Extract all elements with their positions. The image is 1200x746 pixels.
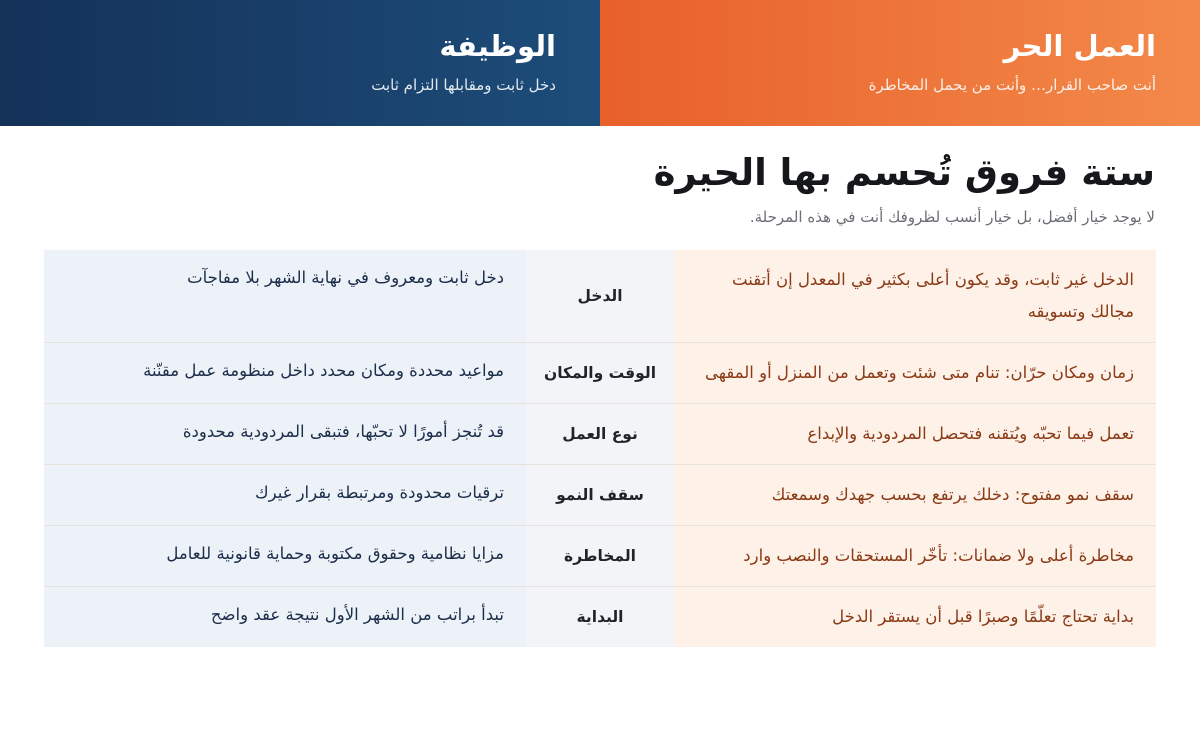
freelance-cell: الدخل غير ثابت، وقد يكون أعلى بكثير في المعدل إن أتقنت مجالك وتسويقه [674, 250, 1156, 342]
freelance-cell: تعمل فيما تحبّه ويُتقنه فتحصل المردودية والإبداع [674, 404, 1156, 464]
job-cell: قد تُنجز أمورًا لا تحبّها، فتبقى المردودية محدودة [44, 404, 526, 464]
table-row [44, 465, 1156, 526]
page-subtitle: لا يوجد خيار أفضل، بل خيار أنسب لظروفك أنت في هذه المرحلة. [749, 208, 1155, 226]
job-header-panel [0, 0, 600, 126]
freelance-cell: سقف نمو مفتوح: دخلك يرتفع بحسب جهدك وسمعتك [674, 465, 1156, 525]
freelance-title: العمل الحر [1003, 29, 1156, 63]
freelance-cell: زمان ومكان حرّان: تنام متى شئت وتعمل من المنزل أو المقهى [674, 343, 1156, 403]
job-cell: دخل ثابت ومعروف في نهاية الشهر بلا مفاجآت [44, 250, 526, 342]
row-label: البداية [526, 587, 674, 647]
freelance-cell: مخاطرة أعلى ولا ضمانات: تأخّر المستحقات والنصب وارد [674, 526, 1156, 586]
table-row [44, 587, 1156, 647]
freelance-subtitle: أنت صاحب القرار… وأنت من يحمل المخاطرة [868, 76, 1156, 94]
comparison-header [0, 0, 1200, 126]
job-cell: مواعيد محددة ومكان محدد داخل منظومة عمل مقنّنة [44, 343, 526, 403]
row-label: المخاطرة [526, 526, 674, 586]
job-title: الوظيفة [439, 29, 556, 63]
table-row [44, 526, 1156, 587]
row-label: نوع العمل [526, 404, 674, 464]
table-row [44, 404, 1156, 465]
row-label: الدخل [526, 250, 674, 342]
row-label: الوقت والمكان [526, 343, 674, 403]
row-label: سقف النمو [526, 465, 674, 525]
page-title: ستة فروق تُحسم بها الحيرة [653, 151, 1155, 194]
intro-section [0, 126, 1200, 250]
table-row [44, 250, 1156, 343]
job-subtitle: دخل ثابت ومقابلها التزام ثابت [371, 76, 556, 94]
job-cell: تبدأ براتب من الشهر الأول نتيجة عقد واضح [44, 587, 526, 647]
job-cell: ترقيات محدودة ومرتبطة بقرار غيرك [44, 465, 526, 525]
table-row [44, 343, 1156, 404]
freelance-cell: بداية تحتاج تعلّمًا وصبرًا قبل أن يستقر الدخل [674, 587, 1156, 647]
comparison-table [44, 250, 1156, 647]
freelance-header-panel [600, 0, 1200, 126]
job-cell: مزايا نظامية وحقوق مكتوبة وحماية قانونية للعامل [44, 526, 526, 586]
